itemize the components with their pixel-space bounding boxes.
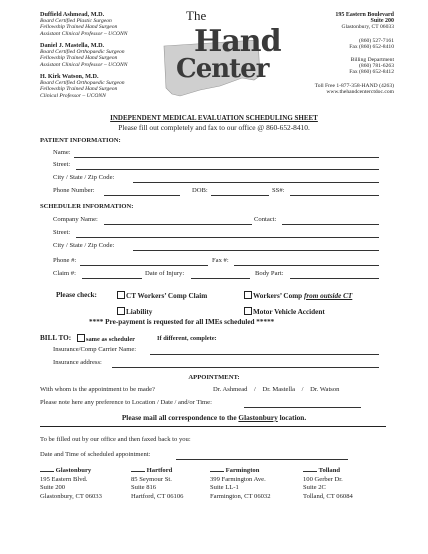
doctor-choice[interactable]: Dr. Ashmead / Dr. Mastella / Dr. Watson	[213, 386, 340, 393]
liability-option[interactable]	[117, 307, 152, 316]
mva-checkbox[interactable]	[244, 307, 252, 315]
mail-notice	[0, 413, 428, 422]
location-check-line[interactable]	[210, 466, 224, 472]
logo-center: Center	[176, 54, 269, 84]
billing-line: Fax (860) 652-8412	[349, 69, 394, 76]
same-as-scheduler-checkbox[interactable]	[77, 334, 85, 342]
liability-checkbox[interactable]	[117, 307, 125, 315]
location-tolland[interactable]	[303, 466, 353, 501]
scheduled-datetime-label: Date and Time of scheduled appointment:	[40, 451, 151, 458]
location-suite: Suite LL-1	[210, 484, 239, 492]
patient-heading: PATIENT INFORMATION:	[40, 137, 121, 144]
doctor-name: H. Kirk Watson, M.D.	[40, 73, 99, 80]
bill-to-label: BILL TO:	[40, 334, 72, 342]
patient-city-field[interactable]	[133, 182, 379, 183]
location-check-line[interactable]	[40, 466, 54, 472]
doctor-credential: Assistant Clinical Professor – UCONN	[40, 61, 128, 68]
page-title: INDEPENDENT MEDICAL EVALUATION SCHEDULING SHEET	[110, 114, 318, 122]
patient-street-label: Street:	[53, 161, 71, 168]
patient-dob-field[interactable]	[211, 195, 269, 196]
location-city: Farmington, CT 06032	[210, 492, 271, 500]
location-address: 85 Seymour St.	[131, 475, 172, 483]
mva-option[interactable]	[244, 307, 325, 316]
patient-name-field[interactable]	[74, 157, 379, 158]
address-line: Suite 200	[370, 18, 394, 25]
scheduler-city-field[interactable]	[133, 250, 379, 251]
location-name: Glastonbury	[55, 467, 92, 474]
appointment-heading: APPOINTMENT:	[188, 374, 240, 381]
doctor-2	[40, 43, 127, 68]
location-suite: Suite 816	[131, 484, 157, 492]
doctor-name: Duffield Ashmead, M.D.	[40, 11, 105, 18]
patient-phone-field[interactable]	[104, 195, 180, 196]
outside-ct-label: Workers’ Comp	[253, 292, 304, 300]
if-different-label: If different, complete:	[157, 335, 217, 342]
scheduler-street-label: Street:	[53, 229, 71, 236]
body-part-field[interactable]	[290, 278, 379, 279]
patient-phone-label: Phone Number:	[53, 187, 95, 194]
outside-ct-emphasis: from outside CT	[303, 292, 353, 300]
doctor-name: Daniel J. Mastella, M.D.	[40, 42, 105, 49]
patient-city-label: City / State / Zip Code:	[53, 174, 115, 181]
scheduler-phone-field[interactable]	[80, 265, 208, 266]
location-city: Tolland, CT 06084	[303, 492, 353, 500]
contact-field[interactable]	[282, 224, 379, 225]
carrier-label: Insurance/Comp Carrier Name:	[53, 346, 137, 353]
location-name: Farmington	[225, 467, 260, 474]
mail-notice-text: Please mail all correspondence to the	[121, 413, 239, 422]
scheduler-city-label: City / State / Zip Code:	[53, 242, 115, 249]
doctor-credential: Board Certified Orthopaedic Surgeon	[40, 49, 125, 56]
office-use-label: To be filled out by our office and then faxed back to you:	[40, 436, 191, 443]
location-hartford[interactable]	[131, 466, 183, 501]
same-as-scheduler-label: same as scheduler	[86, 336, 135, 343]
ct-workers-comp-checkbox[interactable]	[117, 291, 125, 299]
doctor-credential: Assistant Clinical Professor – UCONN	[40, 30, 128, 37]
whom-question: With whom is the appointment to be made?	[40, 386, 155, 393]
injury-label: Date of Injury:	[145, 270, 185, 277]
location-suite: Suite 200	[40, 484, 66, 492]
doctor-3	[40, 74, 125, 99]
location-suite: Suite 2C	[303, 484, 326, 492]
location-check-line[interactable]	[303, 466, 317, 472]
claim-label: Claim #:	[53, 270, 76, 277]
liability-label: Liability	[126, 308, 153, 316]
location-address: 100 Gerber Dr.	[303, 475, 343, 483]
doctor-credential: Clinical Professor – UCONN	[40, 92, 106, 99]
address-line: 195 Eastern Boulevard	[335, 12, 394, 18]
doctor-1	[40, 12, 127, 37]
preference-label: Please note here any preference to Location / Date / and/or Time:	[40, 399, 212, 406]
scheduler-phone-label: Phone #:	[53, 257, 77, 264]
fax-line: Fax (860) 652-8410	[349, 43, 394, 50]
address-line: Glastonbury, CT 06033	[341, 24, 394, 31]
location-check-line[interactable]	[131, 466, 145, 472]
location-farmington[interactable]	[210, 466, 271, 501]
injury-field[interactable]	[191, 278, 250, 279]
mva-label: Motor Vehicle Accident	[253, 308, 325, 316]
section-divider	[40, 426, 386, 427]
carrier-field[interactable]	[150, 354, 379, 355]
location-address: 195 Eastern Blvd.	[40, 475, 88, 483]
tollfree-line: Toll Free 1-877-358-HAND (4263)	[314, 82, 394, 89]
scheduled-datetime-field[interactable]	[176, 459, 348, 460]
logo-hand: Hand	[194, 24, 281, 59]
location-name: Hartford	[146, 467, 173, 474]
outside-ct-option[interactable]	[244, 291, 352, 300]
company-field[interactable]	[104, 224, 252, 225]
doctor-credential: Fellowship Trained Hand Surgeon	[40, 86, 118, 93]
scheduler-fax-label: Fax #:	[212, 257, 229, 264]
location-glastonbury[interactable]	[40, 466, 102, 501]
location-address: 399 Farmington Ave.	[210, 475, 266, 483]
scheduler-street-field[interactable]	[76, 237, 379, 238]
doctor-credential: Board Certified Orthopaedic Surgeon	[40, 80, 125, 87]
website-link[interactable]: www.thehandcenterctdoc.com	[326, 88, 394, 95]
billing-line: (860) 781-6263	[359, 63, 394, 70]
scheduler-heading: SCHEDULER INFORMATION:	[40, 203, 134, 210]
doctor-credential: Board Certified Plastic Surgeon	[40, 18, 112, 25]
logo-the: The	[186, 8, 207, 23]
mail-location: Glastonbury	[238, 413, 278, 422]
patient-ss-label: SS#:	[272, 187, 285, 194]
insurance-address-field[interactable]	[112, 367, 379, 368]
patient-ss-field[interactable]	[290, 195, 379, 196]
please-check-label: Please check:	[56, 291, 97, 299]
billing-line: Billing Department	[350, 57, 394, 64]
ct-workers-comp-option[interactable]	[117, 291, 207, 300]
location-city: Hartford, CT 06106	[131, 492, 184, 500]
same-as-scheduler-option[interactable]	[77, 334, 135, 343]
hand-center-logo	[150, 6, 281, 102]
doctor-credential: Fellowship Trained Hand Surgeon	[40, 24, 118, 31]
prepayment-notice: **** Pre-payment is requested for all IMEs scheduled *****	[89, 318, 275, 326]
scheduler-fax-field[interactable]	[234, 265, 379, 266]
body-part-label: Body Part:	[255, 270, 284, 277]
phone-line: (860) 527-7161	[359, 37, 394, 44]
outside-ct-checkbox[interactable]	[244, 291, 252, 299]
location-name: Tolland	[318, 467, 341, 474]
preference-field[interactable]	[244, 407, 361, 408]
claim-field[interactable]	[82, 278, 142, 279]
patient-name-label: Name:	[53, 149, 71, 156]
insurance-address-label: Insurance address:	[53, 359, 102, 366]
ct-workers-comp-label: CT Workers’ Comp Claim	[126, 292, 208, 300]
location-city: Glastonbury, CT 06033	[40, 492, 102, 500]
company-label: Company Name:	[53, 216, 98, 223]
mail-notice-end: location.	[277, 413, 307, 422]
patient-street-field[interactable]	[76, 169, 379, 170]
doctor-credential: Fellowship Trained Hand Surgeon	[40, 55, 118, 62]
contact-label: Contact:	[254, 216, 277, 223]
page-subtitle: Please fill out completely and fax to our office @ 860-652-8410.	[118, 123, 310, 132]
patient-dob-label: DOB:	[192, 187, 208, 194]
contact-block	[315, 12, 394, 95]
